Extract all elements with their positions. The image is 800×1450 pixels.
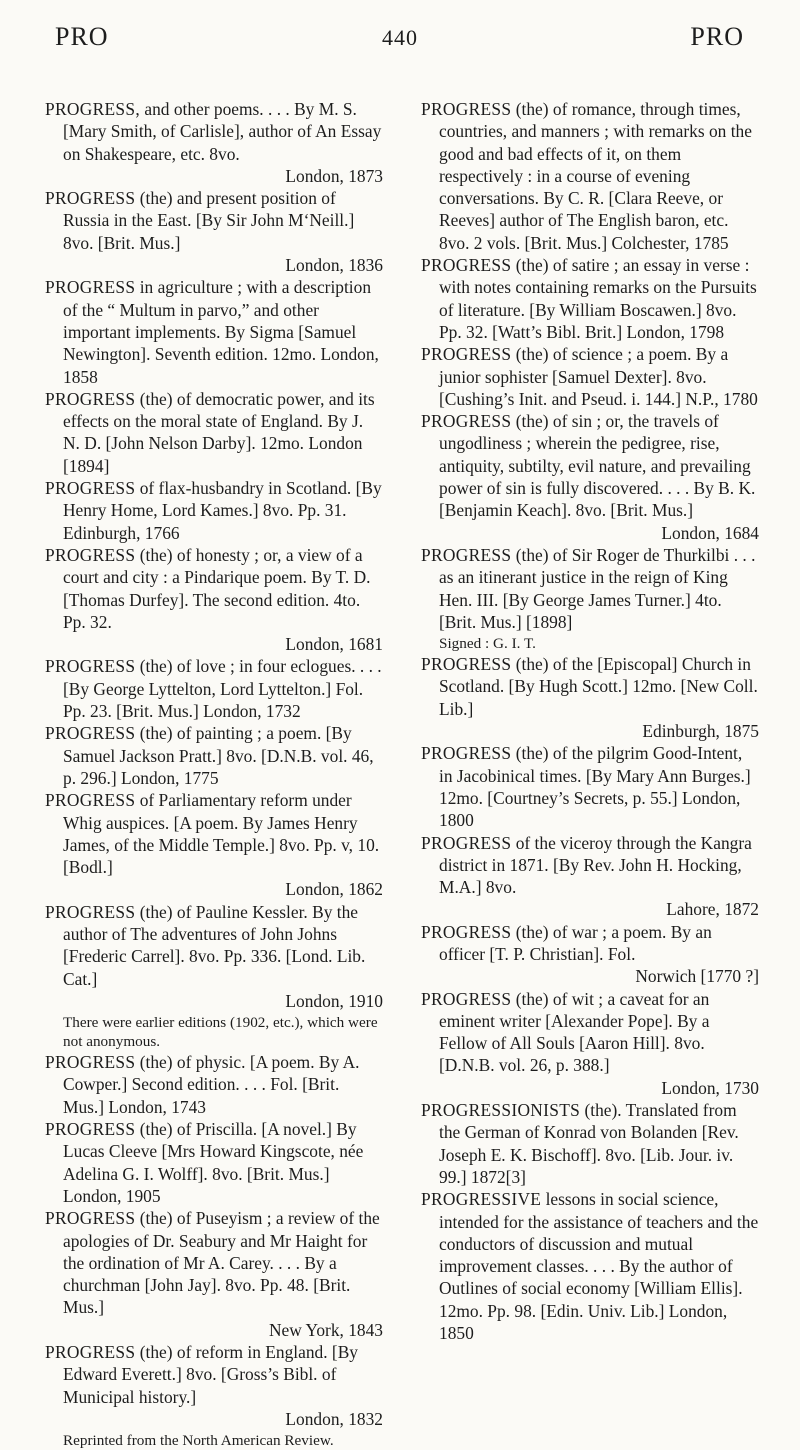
catalogue-entry xyxy=(45,276,383,387)
entry-headword: PROGRESS xyxy=(45,1342,136,1363)
entry-headword: PROGRESS xyxy=(421,411,512,432)
entry-headword: PROGRESS xyxy=(421,99,512,119)
entry-imprint: London, 1730 xyxy=(661,1077,759,1098)
entry-description: of the viceroy through the Kangra district in 1871. [By Rev. John H. Hocking, M.A.] 8vo. xyxy=(439,832,752,898)
entry-imprint: Norwich [1770 ?] xyxy=(635,966,759,987)
entry-description: (the) of painting ; a poem. [By Samuel Jackson Pratt.] 8vo. [D.N.B. vol. 46, p. 296.] London, 1775 xyxy=(63,723,374,788)
entry-imprint: Edinburgh, 1875 xyxy=(642,721,759,742)
entry-note: There were earlier editions (1902, etc.), which were not anonymous. xyxy=(63,1014,378,1051)
entry-description: (the) of reform in England. [By Edward Everett.] 8vo. [Gross’s Bibl. of Municipal history.] xyxy=(63,1342,358,1407)
catalogue-entry xyxy=(421,544,759,653)
entry-description: (the) of science ; a poem. By a junior sophister [Samuel Dexter]. 8vo. [Cushing’s Init. and Pseud. i. 144.] N.P., 1780 xyxy=(439,344,758,409)
entry-imprint: London, 1836 xyxy=(285,255,383,276)
entry-headword: PROGRESS xyxy=(421,544,512,565)
entry-description: (the) of love ; in four eclogues. . . . [By George Lyttelton, Lord Lyttelton.] Fol. Pp. 23. [Brit. Mus.] London, 1732 xyxy=(63,656,382,722)
entry-imprint: London, 1873 xyxy=(285,165,383,186)
entry-headword: PROGRESS xyxy=(45,388,136,409)
entry-headword: PROGRESS xyxy=(421,921,512,942)
entry-description: of flax-husbandry in Scotland. [By Henry Home, Lord Kames.] 8vo. Pp. 31. Edinburgh, 1766 xyxy=(63,478,382,543)
right-column xyxy=(421,98,759,1344)
catalogue-entry xyxy=(45,1051,383,1118)
entry-description: of Parliamentary reform under Whig auspices. [A poem. By James Henry James, of the Middle Temple.] 8vo. Pp. v, 10. [Bodl.] xyxy=(63,790,380,878)
left-column xyxy=(45,98,383,1450)
entry-description: (the) of honesty ; or, a view of a court and city : a Pindarique poem. By T. D. [Thomas Durfey]. The second edition. 4to. Pp. 32. xyxy=(63,544,371,632)
catalogue-entry xyxy=(421,1188,759,1344)
catalogue-entry xyxy=(45,544,383,655)
entry-imprint: New York, 1843 xyxy=(268,1319,383,1340)
entry-imprint: London, 1832 xyxy=(285,1408,383,1429)
entry-imprint: Lahore, 1872 xyxy=(666,899,759,920)
catalogue-entry xyxy=(421,988,759,1099)
entry-note: Signed : G. I. T. xyxy=(439,635,536,653)
entry-headword: PROGRESS, xyxy=(45,99,141,119)
entry-description: (the) and present position of Russia in the East. [By Sir John M‘Neill.] 8vo. [Brit. Mus.] xyxy=(63,188,355,253)
catalogue-entry xyxy=(421,98,759,254)
entry-headword: PROGRESS xyxy=(421,743,512,764)
catalogue-entry xyxy=(421,410,759,544)
catalogue-entry xyxy=(421,921,759,988)
entry-description: in agriculture ; with a description of the “ Multum in parvo,” and other important implements. By Sigma [Samuel Newington]. Seventh edition. 12mo. London, 1858 xyxy=(63,277,379,387)
entry-description: (the) of sin ; or, the travels of ungodliness ; wherein the pedigree, rise, antiquity, subtilty, evil nature, and prevailing power of sin is fully discovered. . . . By B. K. [Benjamin Keach]. 8vo. [Brit. Mus.] xyxy=(439,411,756,521)
entry-headword: PROGRESS xyxy=(421,344,512,365)
entry-headword: PROGRESS xyxy=(45,723,136,744)
entry-headword: PROGRESS xyxy=(45,656,136,677)
entry-headword: PROGRESS xyxy=(421,832,512,853)
catalogue-entry xyxy=(45,1341,383,1450)
entry-headword: PROGRESS xyxy=(45,1119,136,1140)
catalogue-entry xyxy=(421,254,759,343)
entry-description: (the) of wit ; a caveat for an eminent writer [Alexander Pope]. By a Fellow of All Souls [Aaron Hill]. 8vo. [D.N.B. vol. 26, p. 388.] xyxy=(439,988,710,1076)
entry-description: (the) of war ; a poem. By an officer [T. P. Christian]. Fol. xyxy=(439,921,712,964)
header-left-catchword: PRO xyxy=(55,22,109,51)
entry-headword: PROGRESS xyxy=(45,901,136,922)
catalogue-entry xyxy=(421,343,759,410)
entry-note: Reprinted from the North American Review. xyxy=(63,1432,334,1450)
catalogue-entry xyxy=(421,742,759,831)
page-number: 440 xyxy=(382,25,418,50)
entry-headword: PROGRESS xyxy=(45,790,136,811)
entry-imprint: London, 1681 xyxy=(285,634,383,655)
entry-headword: PROGRESS xyxy=(45,478,136,499)
entry-description: lessons in social science, intended for the assistance of teachers and the conductors of discussion and mutual improvement classes. . . . By the author of Outlines of social economy [William Ellis]. 12mo. Pp. 98. [Edin. Univ. Lib.] London, 1850 xyxy=(439,1189,759,1344)
entry-headword: PROGRESS xyxy=(45,1052,136,1073)
entry-headword: PROGRESS xyxy=(45,277,136,298)
entry-headword: PROGRESS xyxy=(421,988,512,1009)
running-header xyxy=(0,22,800,62)
entry-headword: PROGRESS xyxy=(421,255,512,276)
entry-headword: PROGRESSIONISTS xyxy=(421,1100,581,1121)
catalogue-entry xyxy=(45,1207,383,1341)
catalogue-entry xyxy=(45,1118,383,1207)
entry-description: (the). Translated from the German of Konrad von Bolanden [Rev. Joseph E. K. Bischoff]. 8vo. [Lib. Jour. iv. 99.] 1872[3] xyxy=(439,1100,739,1187)
catalogue-entry xyxy=(421,1099,759,1188)
entry-description: (the) of physic. [A poem. By A. Cowper.] Second edition. . . . Fol. [Brit. Mus.] London, 1743 xyxy=(63,1052,360,1117)
entry-headword: PROGRESSIVE xyxy=(421,1189,542,1210)
entry-imprint: London, 1910 xyxy=(285,990,383,1011)
entry-headword: PROGRESS xyxy=(45,188,136,209)
entry-description: (the) of romance, through times, countries, and manners ; with remarks on the good and bad effects of it, on them respectively : in a course of evening conversations. By C. R. [Clara Reeve, or Reeves] author of The English baron, etc. 8vo. 2 vols. [Brit. Mus.] Colchester, 1785 xyxy=(439,99,752,253)
entry-description: (the) of Priscilla. [A novel.] By Lucas Cleeve [Mrs Howard Kingscote, née Adelina G. I. Wolff]. 8vo. [Brit. Mus.] London, 1905 xyxy=(63,1119,364,1206)
catalogue-entry xyxy=(45,477,383,544)
catalogue-entry xyxy=(45,388,383,477)
catalogue-entry xyxy=(421,832,759,921)
entry-description: (the) of democratic power, and its effects on the moral state of England. By J. N. D. [John Nelson Darby]. 12mo. London [1894] xyxy=(63,388,375,476)
entry-description: (the) of satire ; an essay in verse : with notes containing remarks on the Pursuits of literature. [By William Boscawen.] 8vo. Pp. 32. [Watt’s Bibl. Brit.] London, 1798 xyxy=(439,255,757,342)
entry-description: (the) of Sir Roger de Thurkilbi . . . as an itinerant justice in the reign of King Hen. III. [By George James Turner.] 4to. [Brit. Mus.] [1898] xyxy=(439,544,756,632)
catalogue-entry xyxy=(421,653,759,742)
entry-headword: PROGRESS xyxy=(45,1208,136,1229)
entry-description: (the) of Pauline Kessler. By the author of The adventures of John Johns [Frederic Carrel]. 8vo. Pp. 336. [Lond. Lib. Cat.] xyxy=(63,901,366,989)
entry-description: (the) of Puseyism ; a review of the apologies of Dr. Seabury and Mr Haight for the ordination of Mr A. Carey. . . . By a churchman [John Jay]. 8vo. Pp. 48. [Brit. Mus.] xyxy=(63,1208,380,1318)
entry-imprint: London, 1862 xyxy=(285,879,383,900)
catalogue-entry xyxy=(45,655,383,722)
catalogue-entry xyxy=(45,722,383,789)
catalogue-entry xyxy=(45,98,383,187)
catalogue-entry xyxy=(45,789,383,900)
entry-headword: PROGRESS xyxy=(421,654,512,675)
catalogue-entry xyxy=(45,901,383,1051)
header-right-catchword: PRO xyxy=(690,22,744,51)
entry-description: and other poems. . . . By M. S. [Mary Smith, of Carlisle], author of An Essay on Shakespeare, etc. 8vo. xyxy=(63,99,382,164)
entry-headword: PROGRESS xyxy=(45,544,136,565)
entry-description: (the) of the pilgrim Good-Intent, in Jacobinical times. [By Mary Ann Burges.] 12mo. [Courtney’s Secrets, p. 55.] London, 1800 xyxy=(439,743,751,831)
entry-description: (the) of the [Episcopal] Church in Scotland. [By Hugh Scott.] 12mo. [New Coll. Lib.] xyxy=(439,654,758,719)
entry-imprint: London, 1684 xyxy=(661,522,759,543)
catalogue-entry xyxy=(45,187,383,276)
